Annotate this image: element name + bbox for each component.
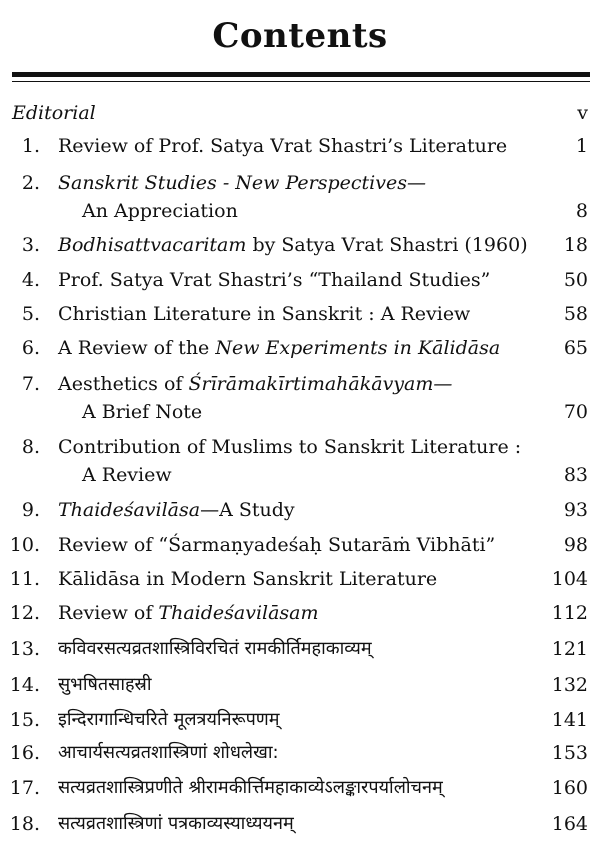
- page-title: Contents: [212, 16, 388, 56]
- entry-title: Thaideśavilāsa—A Study: [58, 499, 295, 521]
- entry-number: 2.: [21, 172, 40, 194]
- entry-title: सत्यव्रतशास्त्रिप्रणीते श्रीरामकीर्त्तिमहाकाव्येऽलङ्कारपर्यालोचनम्: [58, 777, 443, 798]
- entry-title-continuation: A Review: [82, 464, 172, 486]
- entry-title: कविवरसत्यव्रतशास्त्रिविरचितं रामकीर्तिमहाकाव्यम्: [58, 638, 372, 659]
- entry-number: 9.: [21, 499, 40, 521]
- entry-page: 58: [563, 303, 588, 325]
- entry-number: 15.: [9, 709, 40, 731]
- entry-title: Review of Prof. Satya Vrat Shastri’s Literature: [58, 135, 508, 157]
- entry-title: इन्दिरागान्धिचरिते मूलत्रयनिरूपणम्: [58, 709, 280, 730]
- entry-number: 18.: [9, 813, 40, 835]
- entry-number: 4.: [21, 269, 40, 291]
- entry-page: 164: [551, 813, 588, 835]
- entry-title: Aesthetics of Śrīrāmakīrtimahākāvyam—: [58, 373, 453, 395]
- entry-number: 12.: [9, 602, 40, 624]
- entry-title: Review of Thaideśavilāsam: [58, 602, 319, 624]
- entry-title: Review of “Śarmaṇyadeśaḥ Sutarāṁ Vibhāti”: [58, 534, 496, 556]
- entry-title: Sanskrit Studies - New Perspectives—: [58, 172, 426, 194]
- entry-page: 93: [563, 499, 588, 521]
- editorial-label: Editorial: [12, 102, 96, 124]
- entry-title: Prof. Satya Vrat Shastri’s “Thailand Studies”: [58, 269, 491, 291]
- entry-number: 10.: [9, 534, 40, 556]
- entry-number: 13.: [9, 638, 40, 660]
- entry-number: 17.: [9, 777, 40, 799]
- entry-page: 121: [551, 638, 588, 660]
- entry-page: 65: [563, 337, 588, 359]
- entry-number: 5.: [21, 303, 40, 325]
- entry-page: 153: [551, 742, 588, 764]
- entry-page: 50: [563, 269, 588, 291]
- entry-number: 16.: [9, 742, 40, 764]
- editorial-page: v: [577, 102, 588, 124]
- entry-number: 1.: [21, 135, 40, 157]
- entry-number: 7.: [21, 373, 40, 395]
- entry-number: 14.: [9, 674, 40, 696]
- entry-page: 70: [563, 401, 588, 423]
- entry-page: 104: [551, 568, 588, 590]
- entry-title-continuation: An Appreciation: [82, 200, 238, 222]
- entry-page: 1: [575, 135, 588, 157]
- entry-title: Christian Literature in Sanskrit : A Review: [58, 303, 471, 325]
- entry-page: 83: [563, 464, 588, 486]
- entry-page: 132: [551, 674, 588, 696]
- entry-page: 18: [563, 234, 588, 256]
- entry-number: 11.: [9, 568, 40, 590]
- entry-number: 8.: [21, 436, 40, 458]
- entry-page: 160: [551, 777, 588, 799]
- entry-page: 141: [551, 709, 588, 731]
- entry-title: Bodhisattvacaritam by Satya Vrat Shastri (1960): [58, 234, 528, 256]
- entry-title: आचार्यसत्यव्रतशास्त्रिणां शोधलेखा:: [58, 742, 279, 763]
- entry-title: A Review of the New Experiments in Kālidāsa: [58, 337, 501, 359]
- entry-page: 112: [551, 602, 588, 624]
- entry-title: Contribution of Muslims to Sanskrit Literature :: [58, 436, 522, 458]
- entry-title-continuation: A Brief Note: [82, 401, 203, 423]
- entry-title: Kālidāsa in Modern Sanskrit Literature: [58, 568, 438, 590]
- entry-title: सत्यव्रतशास्त्रिणां पत्रकाव्यस्याध्ययनम्: [58, 813, 294, 834]
- entry-number: 6.: [21, 337, 40, 359]
- entry-page: 98: [563, 534, 588, 556]
- entry-number: 3.: [21, 234, 40, 256]
- entry-page: 8: [575, 200, 588, 222]
- entry-title: सुभषितसाहस्री: [58, 674, 152, 695]
